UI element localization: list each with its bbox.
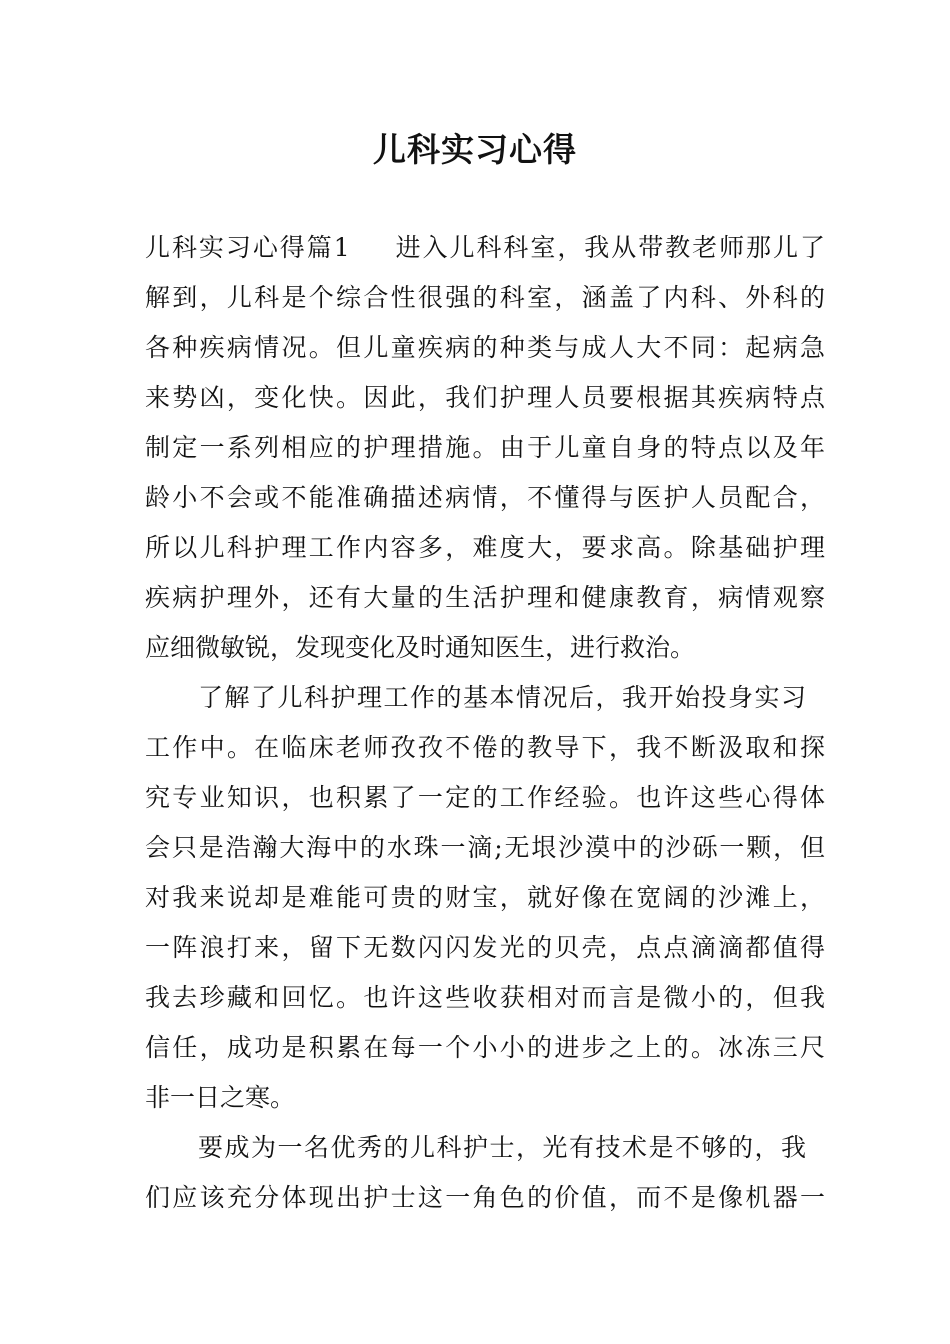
text-line: 究专业知识，也积累了一定的工作经验。也许这些心得体	[145, 783, 825, 812]
text-line: 所以儿科护理工作内容多，难度大，要求高。除基础护理	[145, 533, 825, 562]
text-line: 解到，儿科是个综合性很强的科室，涵盖了内科、外科的	[145, 283, 825, 312]
text-line: 应细微敏锐，发现变化及时通知医生，进行救治。	[145, 633, 696, 662]
text-line: 各种疾病情况。但儿童疾病的种类与成人大不同：起病急	[145, 333, 825, 362]
text-line: 对我来说却是难能可贵的财宝，就好像在宽阔的沙滩上，	[145, 883, 825, 912]
text-line: 疾病护理外，还有大量的生活护理和健康教育，病情观察	[145, 583, 825, 612]
text-line: 了解了儿科护理工作的基本情况后，我开始投身实习	[198, 683, 806, 712]
text-line: 工作中。在临床老师孜孜不倦的教导下，我不断汲取和探	[145, 733, 825, 762]
text-line: 制定一系列相应的护理措施。由于儿童自身的特点以及年	[145, 433, 825, 462]
text-segment: 进入儿科科室，我从带教老师那儿了	[393, 233, 825, 262]
text-line: 来势凶，变化快。因此，我们护理人员要根据其疾病特点	[145, 383, 825, 412]
text-line: 会只是浩瀚大海中的水珠一滴;无垠沙漠中的沙砾一颗，但	[145, 833, 825, 862]
text-line: 非一日之寒。	[145, 1083, 296, 1112]
text-line: 们应该充分体现出护士这一角色的价值，而不是像机器一	[145, 1183, 825, 1212]
text-line: 我去珍藏和回忆。也许这些收获相对而言是微小的，但我	[145, 983, 825, 1012]
section-heading: 儿科实习心得篇1	[145, 233, 350, 262]
text-line: 要成为一名优秀的儿科护士，光有技术是不够的，我	[198, 1133, 806, 1162]
text-line	[145, 223, 825, 273]
text-line: 信任，成功是积累在每一个小小的进步之上的。冰冻三尺	[145, 1033, 825, 1062]
text-line: 龄小不会或不能准确描述病情，不懂得与医护人员配合，	[145, 483, 825, 512]
text-line: 一阵浪打来，留下无数闪闪发光的贝壳，点点滴滴都值得	[145, 933, 825, 962]
document-title: 儿科实习心得	[373, 130, 577, 169]
